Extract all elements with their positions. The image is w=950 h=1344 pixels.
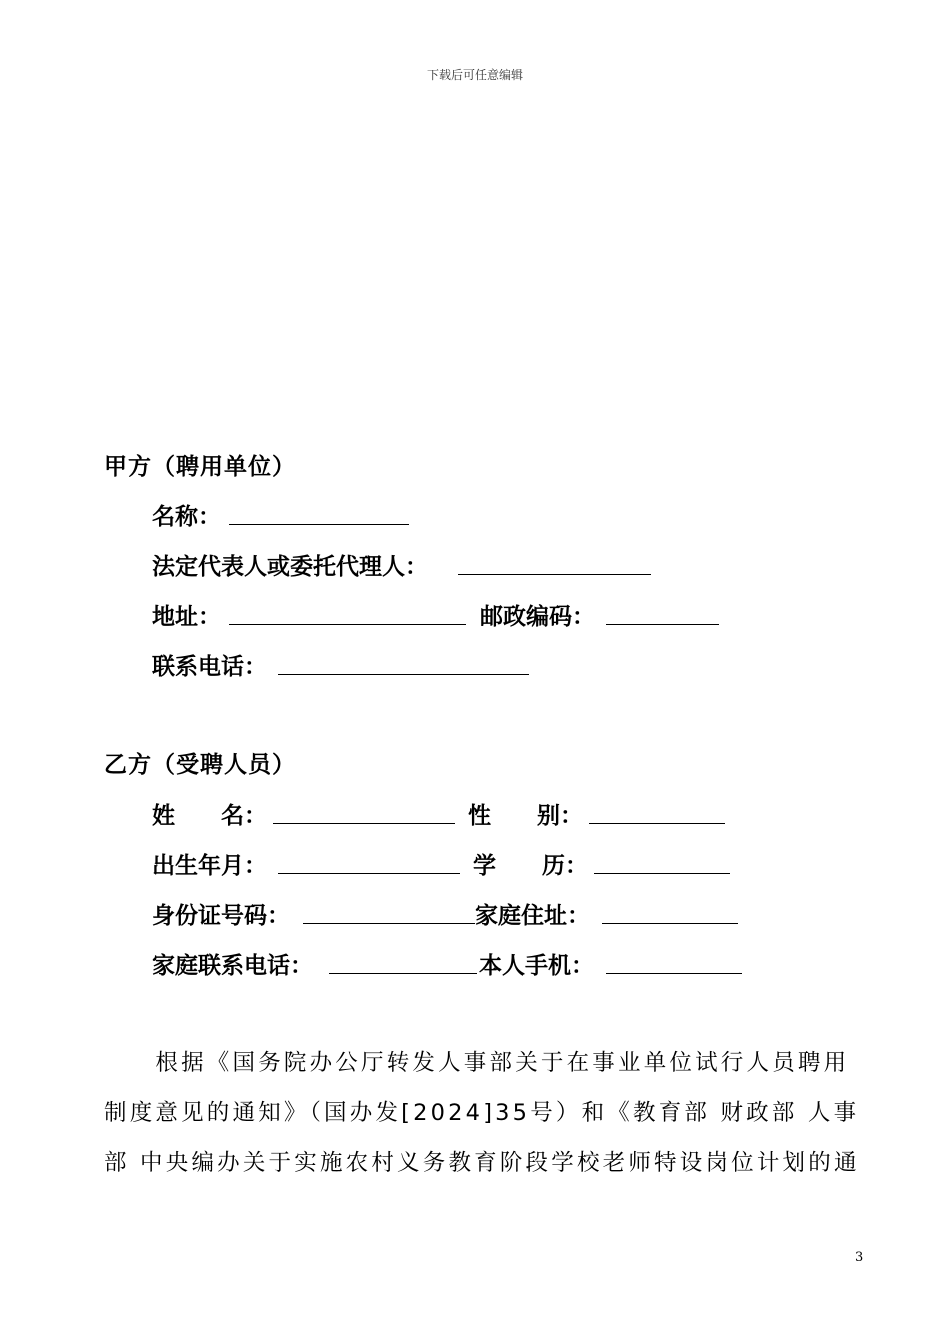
party-b-home-phone-field[interactable]: [329, 973, 477, 974]
party-b-title: 乙方（受聘人员）: [104, 752, 296, 778]
party-b-mobile-label: 本人手机：: [479, 953, 594, 979]
party-a-address-field[interactable]: [229, 624, 466, 625]
party-a-rep-label: 法定代表人或委托代理人：: [152, 554, 428, 580]
body-line-1: 根据《国务院办公厅转发人事部关于在事业单位试行人员聘用: [104, 1050, 850, 1076]
party-a-phone-field[interactable]: [278, 674, 529, 675]
party-b-id-label: 身份证号码：: [152, 903, 290, 929]
party-a-address-label: 地址：: [152, 604, 221, 630]
party-b-gender-label: 性 别：: [468, 803, 583, 829]
party-b-birth-label: 出生年月：: [152, 853, 267, 879]
party-b-home-address-label: 家庭住址：: [475, 903, 590, 929]
body-line-2: 制度意见的通知》（国办发[2024]35号）和《教育部 财政部 人事: [104, 1100, 860, 1126]
party-a-postcode-label: 邮政编码：: [480, 604, 595, 630]
party-b-name-field[interactable]: [273, 823, 455, 824]
party-b-id-field[interactable]: [303, 923, 475, 924]
party-a-phone-label: 联系电话：: [152, 654, 267, 680]
party-a-title: 甲方（聘用单位）: [104, 454, 296, 480]
party-a-rep-field[interactable]: [458, 574, 651, 575]
party-b-mobile-field[interactable]: [606, 973, 742, 974]
party-b-education-label: 学 历：: [473, 853, 588, 879]
party-b-home-phone-label: 家庭联系电话：: [152, 953, 313, 979]
page-header: 下载后可任意编辑: [426, 68, 523, 82]
party-b-education-field[interactable]: [594, 873, 730, 874]
body-line-3: 部 中央编办关于实施农村义务教育阶段学校老师特设岗位计划的通: [104, 1150, 860, 1176]
party-b-name-label: 姓 名：: [152, 803, 267, 829]
party-b-gender-field[interactable]: [589, 823, 725, 824]
party-a-postcode-field[interactable]: [606, 624, 719, 625]
party-a-name-field[interactable]: [229, 524, 409, 525]
party-b-home-address-field[interactable]: [602, 923, 738, 924]
page-number: 3: [855, 1250, 864, 1265]
party-b-birth-field[interactable]: [278, 873, 460, 874]
party-a-name-label: 名称：: [152, 504, 221, 530]
